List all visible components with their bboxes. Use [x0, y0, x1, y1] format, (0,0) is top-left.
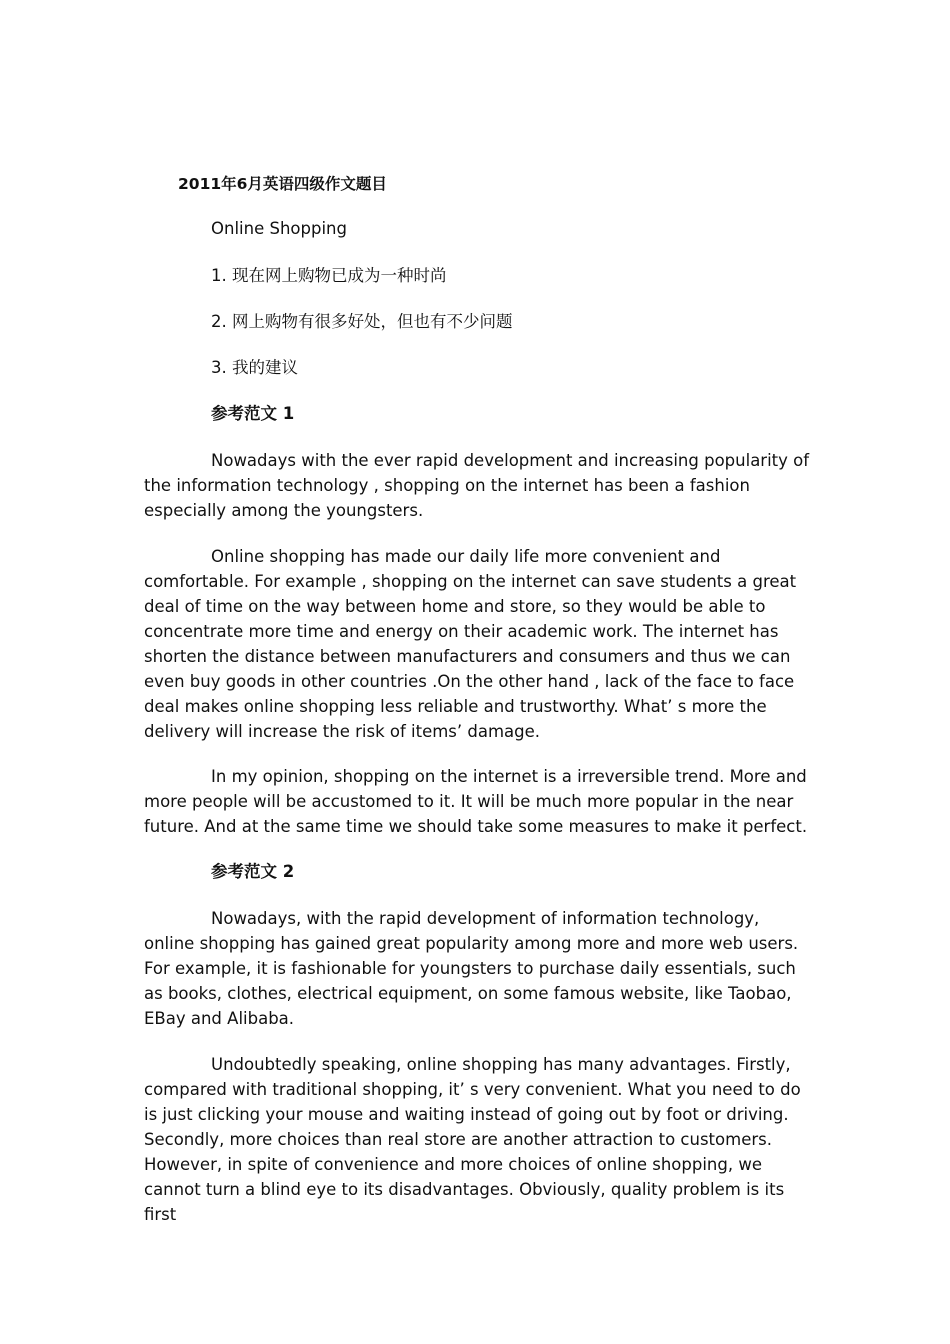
outline-item-2: 2. 网上购物有很多好处，但也有不少问题	[211, 312, 513, 331]
outline-item-1: 1. 现在网上购物已成为一种时尚	[211, 266, 447, 285]
sample-1-paragraph-3: In my opinion, shopping on the internet is a irreversible trend. More and more people will be accustomed to it. It will be much more popular in the near future. And at the same time we should take some measures to make it perfect.	[144, 767, 808, 836]
sample-2-heading: 参考范文 2	[211, 862, 295, 881]
sample-1-paragraph-2: Online shopping has made our daily life more convenient and comfortable. For example , shopping on the internet can save students a great deal of time on the way between home and store, so they would be able to concentrate more time and energy on their academic work. The internet has shorten the distance between manufacturers and consumers and thus we can even buy goods in other countries .On the other hand , lack of the face to face deal makes online shopping less reliable and trustworthy. What’ s more the delivery will increase the risk of items’ damage.	[144, 547, 797, 741]
document-title: 2011年6月英语四级作文题目	[178, 175, 387, 193]
sample-1-heading: 参考范文 1	[211, 404, 295, 423]
essay-topic: Online Shopping	[211, 219, 347, 238]
sample-1-paragraph-1: Nowadays with the ever rapid development and increasing popularity of the information technology , shopping on the internet has been a fashion especially among the youngsters.	[144, 451, 810, 520]
sample-2-paragraph-2: Undoubtedly speaking, online shopping has many advantages. Firstly, compared with traditional shopping, it’ s very convenient. What you need to do is just clicking your mouse and waiting instead of going out by foot or driving. Secondly, more choices than real store are another attraction to customers. However, in spite of convenience and more choices of online shopping, we cannot turn a blind eye to its disadvantages. Obviously, quality problem is its first	[144, 1055, 801, 1224]
sample-2-paragraph-1: Nowadays, with the rapid development of information technology, online shopping has gained great popularity among more and more web users. For example, it is fashionable for youngsters to purchase daily essentials, such as books, clothes, electrical equipment, on some famous website, like Taobao, EBay and Alibaba.	[144, 909, 799, 1028]
outline-item-3: 3. 我的建议	[211, 358, 298, 377]
